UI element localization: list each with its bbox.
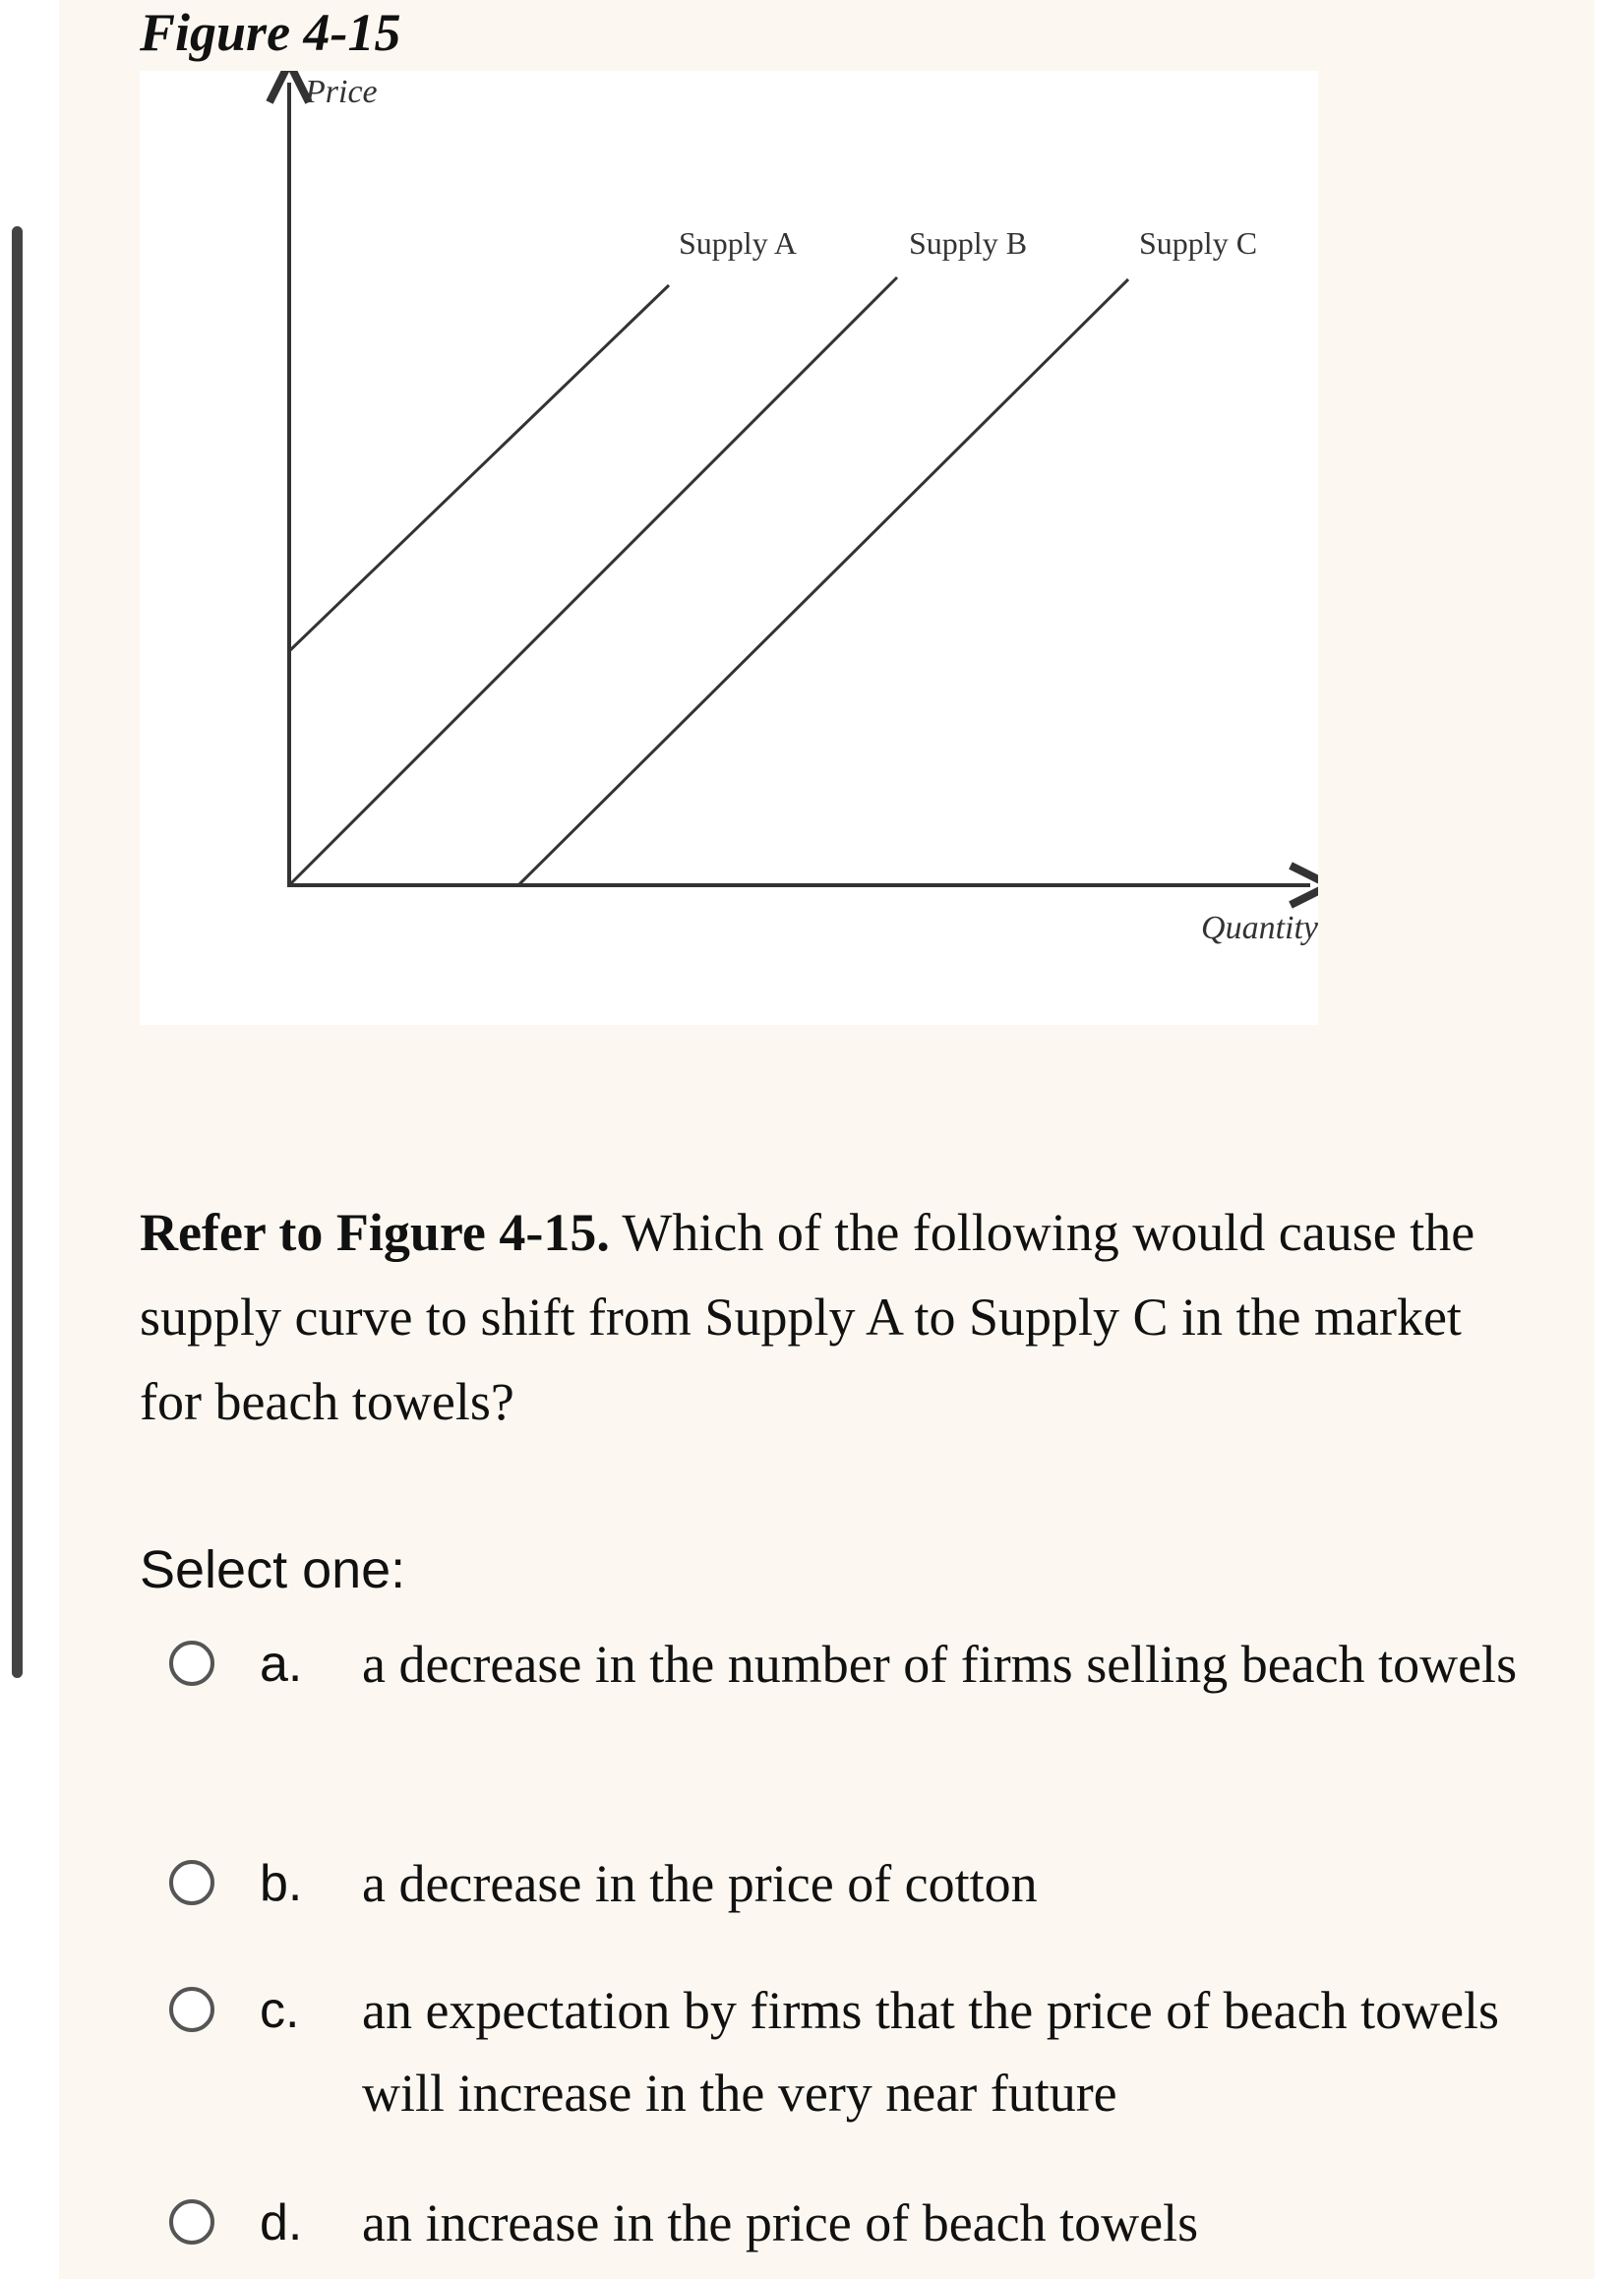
option-b-letter: b. <box>260 1855 303 1912</box>
question-lead: Refer to Figure 4-15. <box>140 1203 610 1262</box>
scroll-indicator-bar <box>12 226 23 1678</box>
supply-c-line <box>518 279 1128 885</box>
option-b-text: a decrease in the price of cotton <box>362 1854 1038 1913</box>
supply-c-label: Supply C <box>1139 225 1258 261</box>
y-axis-label: Price <box>305 74 378 110</box>
supply-a-label: Supply A <box>679 225 798 261</box>
figure-title: Figure 4-15 <box>140 3 401 62</box>
option-a-letter: a. <box>260 1636 303 1693</box>
supply-a-line <box>289 285 669 651</box>
option-d-radio[interactable] <box>169 2199 214 2245</box>
option-c-radio[interactable] <box>169 1987 214 2032</box>
option-a-radio[interactable] <box>169 1641 214 1686</box>
option-c-letter: c. <box>260 1982 300 2039</box>
x-axis-label: Quantity <box>1201 910 1318 946</box>
option-b-radio[interactable] <box>169 1860 214 1905</box>
option-d-text: an increase in the price of beach towels <box>362 2193 1199 2252</box>
supply-chart-svg <box>140 71 1318 1025</box>
supply-b-label: Supply B <box>909 225 1028 261</box>
select-one-prompt: Select one: <box>140 1540 406 1599</box>
option-d-letter: d. <box>260 2194 303 2251</box>
supply-b-line <box>289 277 897 885</box>
question-body: Which of the following would cause the supply curve to shift from Supply A to Supply C in the market for beach towels? <box>140 1203 1475 1431</box>
supply-chart <box>140 71 1318 1025</box>
option-c-text: an expectation by firms that the price of beach towels will increase in the very near future <box>362 1981 1500 2123</box>
question-text <box>140 1190 1536 1444</box>
option-a-text: a decrease in the number of firms selling beach towels <box>362 1635 1518 1694</box>
